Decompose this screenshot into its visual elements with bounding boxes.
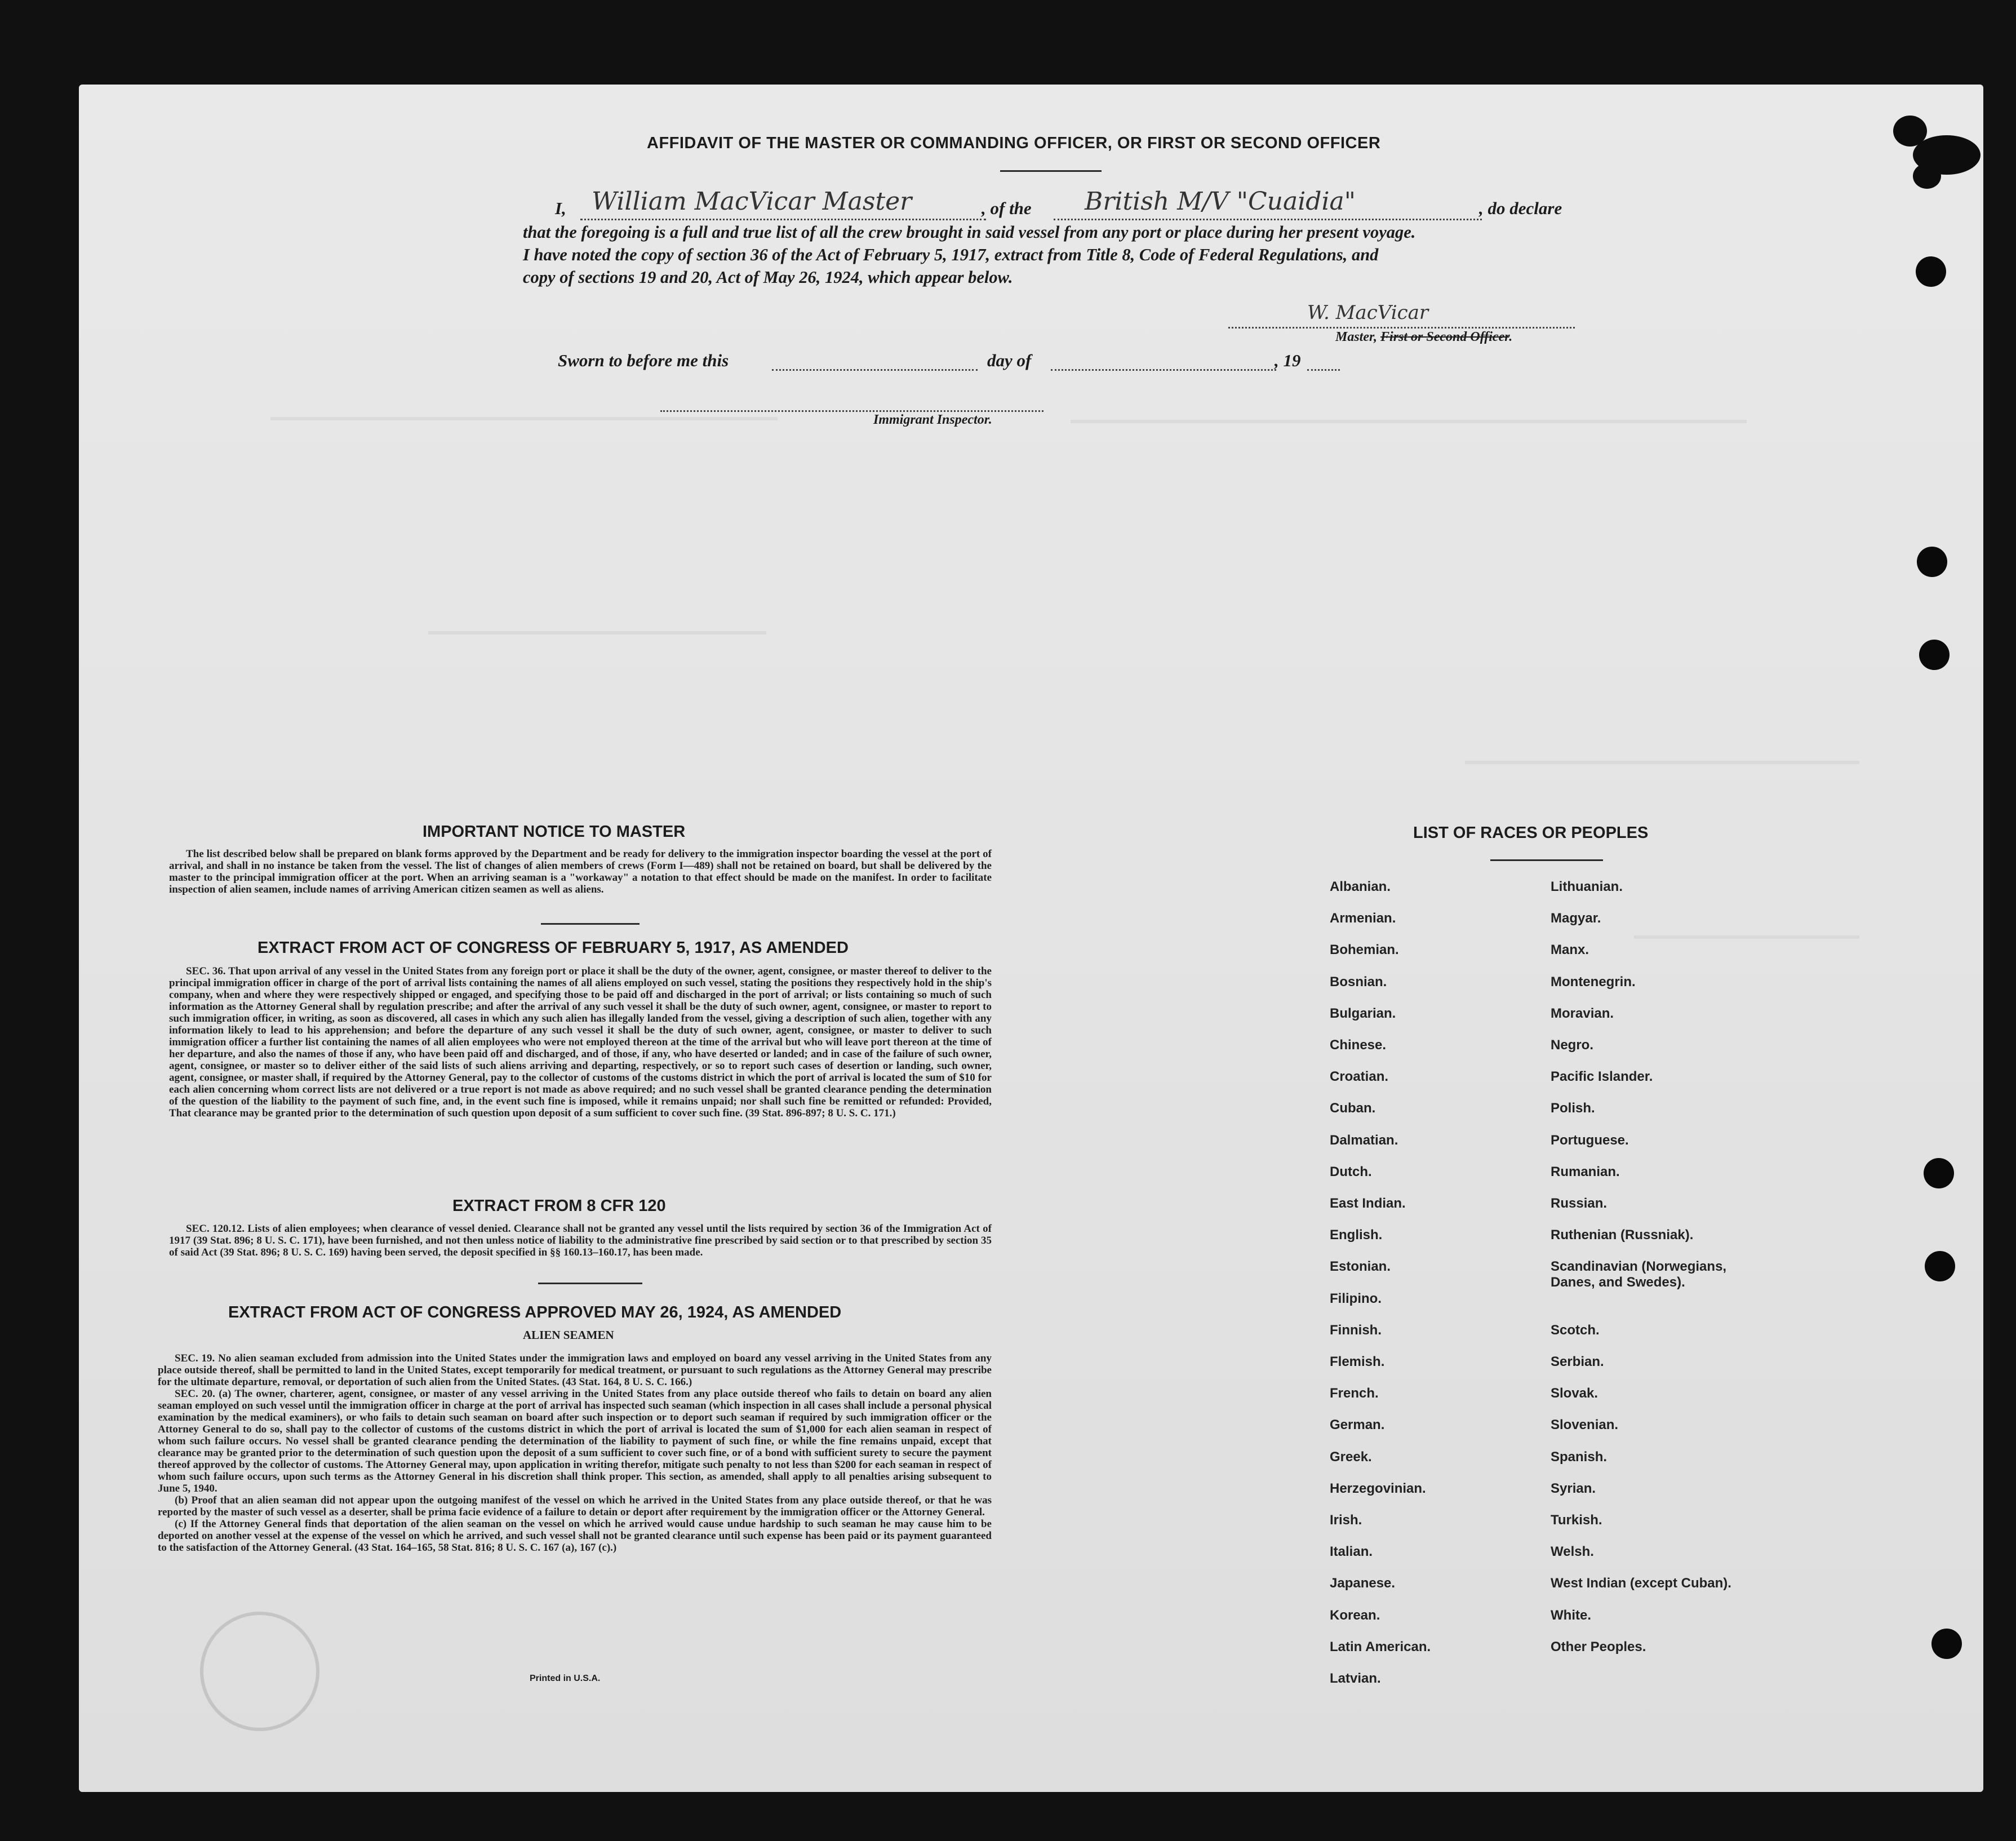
race-item: Albanian. bbox=[1330, 879, 1391, 894]
extract-1924-heading: EXTRACT FROM ACT OF CONGRESS APPROVED MAY 26, 1924, AS AMENDED bbox=[228, 1303, 842, 1321]
ink-blot bbox=[1913, 163, 1941, 189]
race-item: Slovak. bbox=[1551, 1386, 1598, 1401]
race-item: West Indian (except Cuban). bbox=[1551, 1576, 1731, 1591]
punch-hole bbox=[1931, 1629, 1962, 1659]
faded-stamp bbox=[200, 1612, 319, 1731]
race-item: Latvian. bbox=[1330, 1671, 1381, 1686]
divider bbox=[1490, 859, 1603, 861]
race-item: Bosnian. bbox=[1330, 974, 1387, 990]
race-item: Dalmatian. bbox=[1330, 1132, 1398, 1148]
race-item: Latin American. bbox=[1330, 1639, 1431, 1654]
race-item: German. bbox=[1330, 1417, 1385, 1433]
race-item: Cuban. bbox=[1330, 1101, 1376, 1116]
name-line bbox=[580, 219, 986, 220]
race-item: Italian. bbox=[1330, 1544, 1373, 1560]
race-item: Korean. bbox=[1330, 1607, 1380, 1623]
master-name-handwriting: William MacVicar Master bbox=[592, 187, 912, 216]
printed-in-usa: Printed in U.S.A. bbox=[530, 1674, 601, 1683]
vessel-name-handwriting: British M/V "Cuaidia" bbox=[1085, 187, 1356, 216]
race-item: Spanish. bbox=[1551, 1449, 1608, 1465]
extract-cfr-heading: EXTRACT FROM 8 CFR 120 bbox=[452, 1197, 666, 1215]
punch-hole bbox=[1916, 256, 1946, 287]
race-item: East Indian. bbox=[1330, 1196, 1406, 1211]
bleed-through-mark bbox=[1634, 935, 1859, 939]
race-item: Bohemian. bbox=[1330, 942, 1399, 958]
race-item: French. bbox=[1330, 1386, 1379, 1401]
do-declare-label: , do declare bbox=[1479, 198, 1562, 218]
race-item: Moravian. bbox=[1551, 1005, 1614, 1021]
divider bbox=[538, 1283, 642, 1284]
declaration-line-2: that the foregoing is a full and true list of all the crew brought in said vessel from any port or place during her present voyage. bbox=[523, 223, 1416, 242]
bleed-through-mark bbox=[270, 417, 778, 420]
sworn-label: Sworn to before me this bbox=[558, 351, 729, 370]
race-item: Other Peoples. bbox=[1551, 1639, 1646, 1654]
extract-1917-text: SEC. 36. That upon arrival of any vessel in the United States from any foreign port or place it shall be the duty of the owner, agent, consignee, or master thereof to deliver to the principal immigration officer in charge of the port of arrival lists containing the names of all aliens employed on such vessel, stating the positions they respectively hold in the ship's company, when and where they were respectively shipped or engaged, and specifying those to be paid off and discharged in the port of arrival; or lists containing so much of such information as the Attorney General shall by regulation prescribe; and after the arrival of any such vessel it shall be the duty of such owner, agent, consignee, or master to report to such immigration officer, in writing, as soon as discovered, all cases in which any such alien has illegally landed from the vessel, giving a description of such alien, together with any information likely to lead to his apprehension; and before the departure of any such vessel it shall be the duty of such owner, agent, consignee, or master to deliver to such immigration officer a further list containing the names of all alien employees who were not employed thereon at the time of the arrival but who will leave port thereon at the time of her departure, and also the names of those if any, who have been paid off and discharged, and of those, if any, who have deserted or landed; and in case of the failure of such owner, agent, consignee, or master so to deliver either of the said lists of such aliens arriving and departing, respectively, or so to report such cases of desertion or landing, such owner, agent, consignee, or master shall, if required by the Attorney General, pay to the collector of customs of the customs district in which the port of arrival is located the sum of $10 for each alien concerning whom correct lists are not delivered or a true report is not made as above required; and no such vessel shall be granted clearance pending the determination of the question of the liability to the payment of such fine, and, in the event such fine is imposed, while it remains unpaid; nor shall such fine be remitted or refunded: Provided, That clearance may be granted prior to the determination of such question upon deposit of a sum sufficient to cover such fine. (39 Stat. 896-897; 8 U. S. C. 171.) bbox=[169, 965, 992, 1119]
of-the-label: , of the bbox=[982, 198, 1032, 218]
sworn-year-line bbox=[1307, 369, 1340, 371]
race-item: Greek. bbox=[1330, 1449, 1372, 1465]
i-label: I, bbox=[555, 198, 566, 218]
signature-caption: Master, First or Second Officer. bbox=[1335, 330, 1513, 344]
signature-line bbox=[1228, 327, 1575, 329]
race-item: Dutch. bbox=[1330, 1164, 1372, 1179]
bleed-through-mark bbox=[1071, 420, 1747, 423]
race-item: Portuguese. bbox=[1551, 1132, 1629, 1148]
race-item: Montenegrin. bbox=[1551, 974, 1636, 990]
extract-cfr-text: SEC. 120.12. Lists of alien employees; when clearance of vessel denied. Clearance shall not be granted any vessel until the lists required by section 36 of the Immigration Act of 1917 (39 Stat. 896; 8 U. S. C. 171), have been furnished, and not then unless notice of liability to the administrative fine prescribed by said section or to that prescribed by section 35 of said Act (39 Stat. 896; 8 U. S. C. 169) having been served, the deposit specified in §§ 160.13–160.17, has been made. bbox=[169, 1223, 992, 1258]
punch-hole bbox=[1924, 1158, 1954, 1188]
punch-hole bbox=[1919, 640, 1950, 670]
race-item: Bulgarian. bbox=[1330, 1005, 1396, 1021]
sworn-day-line bbox=[772, 369, 978, 371]
race-item: Negro. bbox=[1551, 1037, 1594, 1053]
race-item: English. bbox=[1330, 1227, 1383, 1243]
race-item: Welsh. bbox=[1551, 1544, 1594, 1560]
race-item: Russian. bbox=[1551, 1196, 1608, 1211]
divider bbox=[1000, 170, 1102, 172]
notice-heading: IMPORTANT NOTICE TO MASTER bbox=[423, 823, 686, 841]
race-item: Croatian. bbox=[1330, 1069, 1389, 1085]
race-item: White. bbox=[1551, 1607, 1591, 1623]
race-item: Lithuanian. bbox=[1551, 879, 1623, 894]
vessel-line bbox=[1054, 219, 1482, 220]
master-label: Master, bbox=[1335, 330, 1378, 344]
race-item: Manx. bbox=[1551, 942, 1589, 958]
bleed-through-mark bbox=[1465, 761, 1859, 764]
race-item: Armenian. bbox=[1330, 911, 1396, 926]
race-item: Slovenian. bbox=[1551, 1417, 1619, 1433]
race-item: Filipino. bbox=[1330, 1290, 1382, 1306]
races-heading: LIST OF RACES OR PEOPLES bbox=[1413, 824, 1649, 842]
extract-1917-heading: EXTRACT FROM ACT OF CONGRESS OF FEBRUARY 5, 1917, AS AMENDED bbox=[257, 939, 849, 957]
race-item: Scandinavian (Norwegians, Danes, and Swedes). bbox=[1551, 1259, 1727, 1290]
inspector-label: Immigrant Inspector. bbox=[873, 412, 992, 427]
race-item: Turkish. bbox=[1551, 1512, 1602, 1528]
race-item: Estonian. bbox=[1330, 1259, 1391, 1275]
sworn-month-line bbox=[1051, 369, 1276, 371]
race-item: Syrian. bbox=[1551, 1480, 1596, 1496]
race-item: Scotch. bbox=[1551, 1322, 1600, 1338]
race-item: Finnish. bbox=[1330, 1322, 1382, 1338]
race-item: Rumanian. bbox=[1551, 1164, 1620, 1179]
race-item: Magyar. bbox=[1551, 911, 1601, 926]
punch-hole bbox=[1917, 547, 1947, 577]
race-item: Japanese. bbox=[1330, 1576, 1396, 1591]
declaration-line-4: copy of sections 19 and 20, Act of May 26, 1924, which appear below. bbox=[523, 268, 1013, 287]
inspector-line bbox=[660, 410, 1043, 412]
day-of-label: day of bbox=[987, 351, 1032, 370]
affidavit-title: AFFIDAVIT OF THE MASTER OR COMMANDING OFFICER, OR FIRST OR SECOND OFFICER bbox=[647, 134, 1381, 152]
struck-officer-label: First or Second Officer bbox=[1380, 330, 1509, 344]
race-item: Ruthenian (Russniak). bbox=[1551, 1227, 1694, 1243]
year-prefix: , 19 bbox=[1275, 351, 1301, 370]
race-item: Chinese. bbox=[1330, 1037, 1387, 1053]
race-item: Herzegovinian. bbox=[1330, 1480, 1426, 1496]
extract-1924-text: SEC. 19. No alien seaman excluded from admission into the United States under the immigration laws and employed on board any vessel arriving in the United States from any place outside thereof, shall be permitted to land in the United States, except temporarily for medical treatment, or pursuant to such regulations as the Attorney General may prescribe for the ultimate departure, removal, or deportation of such alien from the United States. (43 Stat. 164, 8 U. S. C. 166.) SEC. 20. (a) The owner, charterer, agent, consignee, or master of any vessel arriving in the United States from any place outside thereof who fails to detain on board any alien seaman employed on such vessel until the immigration officer in charge at the port of arrival has inspected such seaman (which inspection in all cases shall include a personal physical examination by the medical examiners), or who fails to detain such seaman on board after such inspection or to deport such seaman if required by such immigration officer or the Attorney General to do so, shall pay to the collector of customs of the customs district in which the port of arrival is located the sum of $1,000 for each alien seaman in respect of whom such failure occurs. No vessel shall be granted clearance pending the determination of the liability to payment of such fine, or while the fine remains unpaid, except that clearance may be granted prior to the determination of such question upon the deposit of a sum sufficient to cover such fine, or of a bond with sufficient surety to secure the payment thereof approved by the collector of customs. The Attorney General may, upon application in writing therefor, mitigate such penalty to not less than $200 for each seaman in respect of whom such failure occurs, upon such terms as the Attorney General in his discretion shall think proper. This section, as amended, shall apply to all penalties arising subsequent to June 5, 1940. (b) Proof that an alien seaman did not appear upon the outgoing manifest of the vessel on which he arrived in the United States from any place outside thereof, or that he was reported by the master of such vessel as a deserter, shall be prima facie evidence of a failure to detain or deport after requirement by the immigration officer or the Attorney General. (c) If the Attorney General finds that deportation of the alien seaman on the vessel on which he arrived would cause undue hardship to such seaman he may cause him to be deported on another vessel at the expense of the vessel on which he arrived, and such vessel shall not be granted clearance until such expense has been paid or its payment guaranteed to the satisfaction of the Attorney General. (43 Stat. 164–165, 58 Stat. 816; 8 U. S. C. 167 (a), 167 (c).) bbox=[158, 1352, 992, 1554]
master-signature: W. MacVicar bbox=[1307, 301, 1429, 324]
race-item: Polish. bbox=[1551, 1101, 1595, 1116]
divider bbox=[541, 923, 640, 925]
notice-text: The list described below shall be prepared on blank forms approved by the Department and be ready for delivery to the immigration inspector boarding the vessel at the port of arrival, and shall in no instance be taken from the vessel. The list of changes of alien members of crews (Form I—489) shall not be retained on board, but shall be delivered by the master to the principal immigration officer at the port. When an arriving seaman is a "workaway" a notation to that effect should be made on the manifest. In order to facilitate inspection of alien seamen, include names of arriving American citizen seamen as well as aliens. bbox=[169, 848, 992, 895]
race-item: Flemish. bbox=[1330, 1354, 1385, 1369]
punch-hole bbox=[1925, 1251, 1955, 1281]
race-item: Irish. bbox=[1330, 1512, 1362, 1528]
race-item: Serbian. bbox=[1551, 1354, 1604, 1369]
bleed-through-mark bbox=[428, 631, 766, 635]
race-item: Pacific Islander. bbox=[1551, 1069, 1653, 1085]
alien-seamen-subheading: ALIEN SEAMEN bbox=[523, 1328, 614, 1342]
declaration-line-3: I have noted the copy of section 36 of the Act of February 5, 1917, extract from Title 8, Code of Federal Regulations, and bbox=[523, 245, 1379, 264]
